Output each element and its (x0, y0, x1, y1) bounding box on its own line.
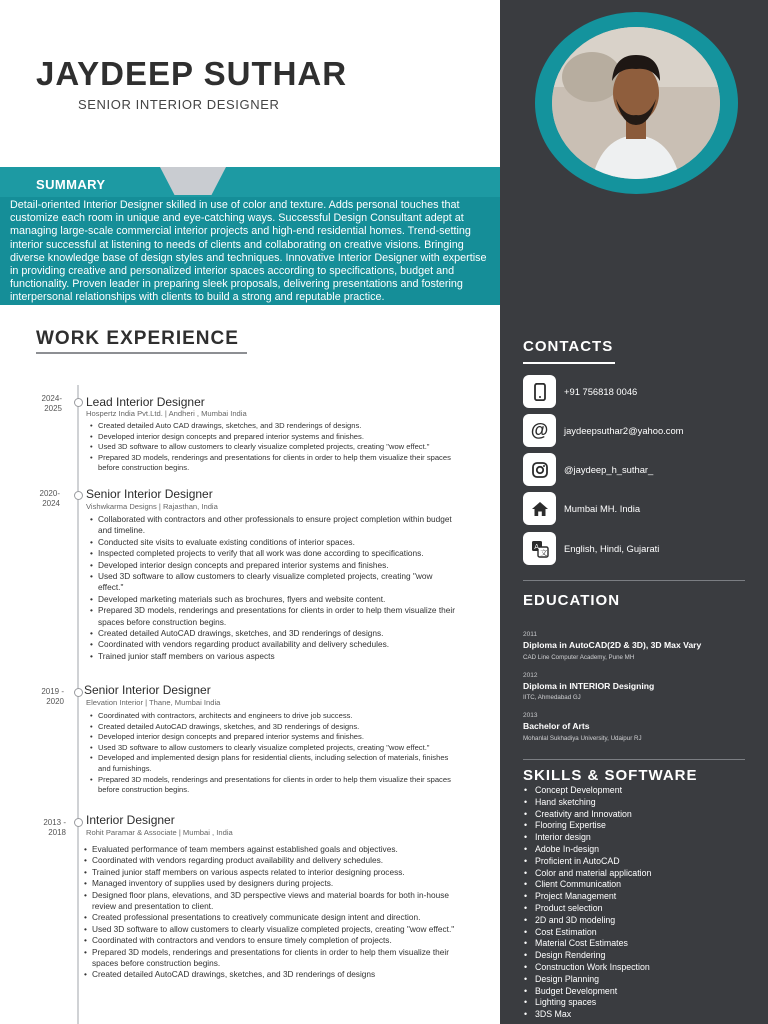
skill-item: • Color and material application (523, 868, 651, 880)
job-bullet: • Created detailed AutoCAD drawings, sketches, and 3D renderings of designs. (90, 628, 460, 639)
job-years: 2020- 2024 (39, 489, 60, 508)
contact-location: Mumbai MH. India (564, 503, 641, 514)
skill-item: • Design Rendering (523, 950, 651, 962)
timeline-dot (74, 491, 83, 500)
job-bullets (84, 844, 460, 981)
job-bullet: • Used 3D software to allow customers to clearly visualize completed projects, creating "wow effect." (84, 924, 460, 935)
summary-paragraph: Detail-oriented Interior Designer skilled in use of color and texture. Adds personal touches that customize each room in unique and eye-catching ways. Successful Design Consultant adept at managing large-scale commercial interior projects and high-end residential homes. Trend-setting interior successful at listening to needs of clients and collaborating on creative visions. Bringing diverse knowledge base of design styles and techniques. Innovative Interior Designer with expertise in providing creative and personalized interior spaces according to specifications, budget and functionality. Proven leader in preparing sleek proposals, delivering presentations and fostering interpersonal relationships with clients to build a strong and reputable practice. (10, 199, 487, 304)
contact-email[interactable]: jaydeepsuthar2@yahoo.com (564, 425, 684, 436)
education-degree: Bachelor of Arts (523, 721, 590, 731)
job-title: Senior Interior Designer (86, 487, 213, 501)
job-bullet: • Created detailed AutoCAD drawings, sketches, and 3D renderings of designs. (90, 722, 460, 733)
sidebar-divider (523, 580, 745, 581)
job-bullet: • Used 3D software to allow customers to clearly visualize completed projects, creating "wow effect." (90, 571, 460, 594)
job-bullet: • Conducted site visits to evaluate existing conditions of interior spaces. (90, 537, 460, 548)
education-institution: IITC, Ahmedabad GJ (523, 694, 581, 701)
skill-item: • 3DS Max (523, 1009, 651, 1021)
contacts-underline (523, 362, 615, 364)
job-bullet: • Used 3D software to allow customers to clearly visualize completed projects, creating "wow effect." (90, 442, 460, 453)
skill-item: • Construction Work Inspection (523, 962, 651, 974)
skills-heading: SKILLS & SOFTWARE (523, 767, 698, 784)
skill-item: • Design Planning (523, 974, 651, 986)
candidate-name: JAYDEEP SUTHAR (36, 55, 348, 92)
work-experience-underline (36, 352, 247, 354)
instagram-icon (523, 453, 556, 486)
skill-item: • Proficient in AutoCAD (523, 856, 651, 868)
job-company: Rohit Paramar & Associate | Mumbai , India (86, 828, 233, 837)
job-company: Elevation Interior | Thane, Mumbai India (86, 698, 221, 707)
job-years: 2013 - 2018 (43, 818, 66, 837)
job-bullet: • Developed interior design concepts and prepared interior systems and finishes. (90, 560, 460, 571)
education-year: 2011 (523, 631, 537, 638)
job-bullets (90, 711, 460, 796)
job-title: Senior Interior Designer (84, 683, 211, 697)
job-bullet: • Prepared 3D models, renderings and presentations for clients in order to help them visualize their spaces before construction begins. (90, 605, 460, 628)
skill-item: • Hand sketching (523, 797, 651, 809)
job-bullet: • Trained junior staff members on various aspects (90, 651, 460, 662)
timeline-dot (74, 688, 83, 697)
job-bullet: • Developed interior design concepts and prepared interior systems and finishes. (90, 432, 460, 443)
job-bullet: • Trained junior staff members on various aspects related to interior designing process. (84, 867, 460, 878)
skill-item: • Product selection (523, 903, 651, 915)
svg-text:文: 文 (539, 548, 547, 557)
skill-item: • Budget Development (523, 986, 651, 998)
job-bullet: • Designed floor plans, elevations, and 3D perspective views and material boards for both in-house review and presentation to client. (84, 890, 460, 913)
job-title: Interior Designer (86, 813, 175, 827)
phone-icon (523, 375, 556, 408)
job-bullet: • Prepared 3D models, renderings and presentations for clients in order to help them visualize their spaces before construction begins. (84, 947, 460, 970)
work-experience-heading: WORK EXPERIENCE (36, 328, 239, 349)
skill-item: • Creativity and Innovation (523, 809, 651, 821)
contact-instagram[interactable]: @jaydeep_h_suthar_ (564, 464, 654, 475)
skill-item: • 2D and 3D modeling (523, 915, 651, 927)
job-company: Hospertz India Pvt.Ltd. | Andheri , Mumbai India (86, 409, 247, 418)
education-institution: Mohanlal Sukhadiya University, Udaipur RJ (523, 735, 642, 742)
skill-item: • Flooring Expertise (523, 820, 651, 832)
job-years: 2019 - 2020 (41, 687, 64, 706)
job-bullet: • Created detailed Auto CAD drawings, sketches, and 3D renderings of designs. (90, 421, 460, 432)
skill-item: • Cost Estimation (523, 927, 651, 939)
job-bullet: • Developed and implemented design plans for residential clients, including selection of materials, finishes and furnishings. (90, 753, 460, 774)
job-bullets (90, 514, 460, 662)
job-bullet: • Coordinated with vendors regarding product availability and delivery schedules. (84, 855, 460, 866)
job-bullet: • Inspected completed projects to verify that all work was done according to specifications. (90, 548, 460, 559)
job-bullet: • Managed inventory of supplies used by designers during projects. (84, 878, 460, 889)
education-year: 2012 (523, 672, 538, 679)
job-company: Vishwkarma Designs | Rajasthan, India (86, 502, 218, 511)
job-bullet: • Coordinated with vendors regarding product availability and delivery schedules. (90, 639, 460, 650)
profile-photo (552, 27, 720, 179)
timeline-dot (74, 818, 83, 827)
education-degree: Diploma in AutoCAD(2D & 3D), 3D Max Vary (523, 640, 702, 650)
job-bullet: • Prepared 3D models, renderings and presentations for clients in order to help them visualize their spaces before construction begins. (90, 453, 460, 474)
education-degree: Diploma in INTERIOR Designing (523, 681, 655, 691)
skill-item: • Adobe In-design (523, 844, 651, 856)
education-year: 2013 (523, 712, 538, 719)
education-institution: CAD Line Computer Academy, Pune MH (523, 654, 635, 661)
job-bullets (90, 421, 460, 474)
skill-item: • Lighting spaces (523, 997, 651, 1009)
skill-item: • Concept Development (523, 785, 651, 797)
job-bullet: • Coordinated with contractors, architects and engineers to drive job success. (90, 711, 460, 722)
summary-heading: SUMMARY (36, 177, 106, 192)
education-heading: EDUCATION (523, 592, 621, 609)
skill-item: • Client Communication (523, 879, 651, 891)
email-icon: @ (523, 414, 556, 447)
home-icon (523, 492, 556, 525)
job-title: Lead Interior Designer (86, 395, 205, 409)
job-bullet: • Prepared 3D models, renderings and presentations for clients in order to help them visualize their spaces before construction begins. (90, 775, 460, 796)
job-bullet: • Collaborated with contractors and other professionals to ensure project completion within budget and timeline. (90, 514, 460, 537)
job-bullet: • Developed interior design concepts and prepared interior systems and finishes. (90, 732, 460, 743)
timeline-dot (74, 398, 83, 407)
job-bullet: • Used 3D software to allow customers to clearly visualize completed projects, creating "wow effect." (90, 743, 460, 754)
contacts-heading: CONTACTS (523, 338, 614, 355)
candidate-role: SENIOR INTERIOR DESIGNER (78, 97, 280, 112)
language-icon (523, 532, 556, 565)
job-bullet: • Coordinated with contractors and vendors to ensure timely completion of projects. (84, 935, 460, 946)
sidebar-divider (523, 759, 745, 760)
contact-phone[interactable]: +91 756818 0046 (564, 386, 638, 397)
timeline-line (77, 385, 79, 1024)
contact-languages: English, Hindi, Gujarati (564, 543, 660, 554)
skills-list (523, 785, 651, 1021)
svg-text:A: A (533, 542, 539, 551)
skill-item: • Project Management (523, 891, 651, 903)
job-bullet: • Evaluated performance of team members against established goals and objectives. (84, 844, 460, 855)
job-bullet: • Developed marketing materials such as brochures, flyers and website content. (90, 594, 460, 605)
job-years: 2024- 2025 (41, 394, 62, 413)
job-bullet: • Created professional presentations to creatively communicate design intent and direction. (84, 912, 460, 923)
skill-item: • Material Cost Estimates (523, 938, 651, 950)
skill-item: • Interior design (523, 832, 651, 844)
job-bullet: • Created detailed AutoCAD drawings, sketches, and 3D renderings of designs (84, 969, 460, 980)
